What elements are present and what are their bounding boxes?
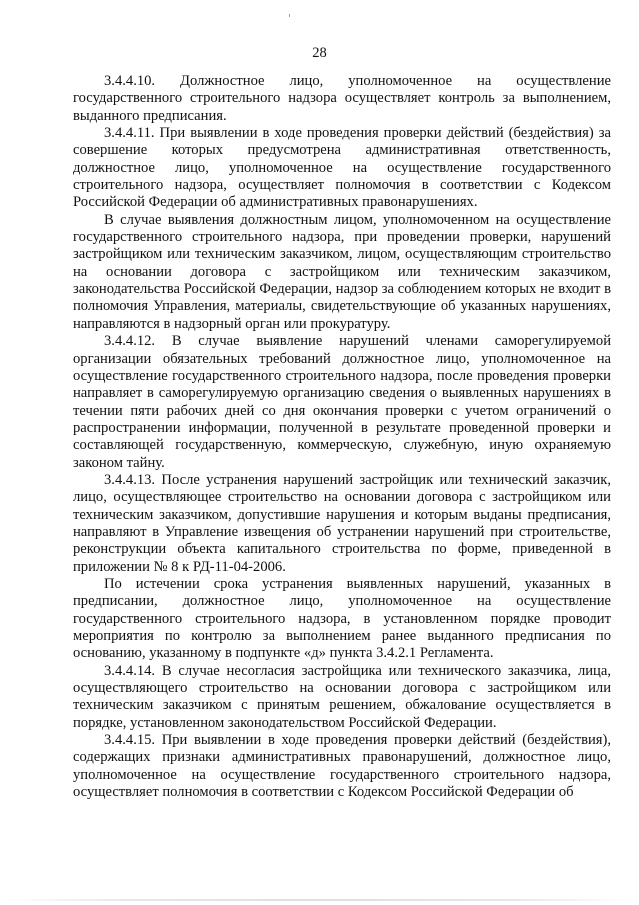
paragraph-deadline-expiry: По истечении срока устранения выявленных нарушений, указанных в предписании, должностное лицо, уполномоченное на осуществление государственного строительного надзора, в установленном порядке проводит мероприятия по контролю за выполнением ранее выданного предписания по основанию, указанному в подпункте «д» пункта 3.4.2.1 Регламента. (73, 575, 611, 662)
paragraph-3-4-4-14: 3.4.4.14. В случае несогласия застройщика или технического заказчика, лица, осуществляющего строительство на основании договора с застройщиком или техническим заказчиком с принятым решением, обжалование осуществляется в порядке, установленном законодательством Российской Федерации. (73, 662, 611, 731)
paragraph-violation-referral: В случае выявления должностным лицом, уполномоченном на осуществление государственного строительного надзора, при проведении проверки, нарушений застройщиком или техническим заказчиком, лицом, осуществляющим строительство на основании договора с застройщиком или техническим заказчиком, законодательства Российской Федерации, надзор за соблюдением которых не входит в полномочия Управления, материалы, свидетельствующие об указанных нарушениях, направляются в надзорный орган или прокуратуру. (73, 211, 611, 332)
paragraph-3-4-4-13: 3.4.4.13. После устранения нарушений застройщик или технический заказчик, лицо, осуществляющее строительство на основании договора с застройщиком или техническим заказчиком, допустившие нарушения и которым выданы предписания, направляют в Управление извещения об устранении нарушений при строительстве, реконструкции объекта капитального строительства по форме, приведенной в приложении № 8 к РД-11-04-2006. (73, 471, 611, 575)
scan-edge-line (0, 899, 639, 901)
document-body (73, 73, 611, 801)
paragraph-3-4-4-15: 3.4.4.15. При выявлении в ходе проведения проверки действий (бездействия), содержащих признаки административных правонарушений, должностное лицо, уполномоченное на осуществление государственного строительного надзора, осуществляет полномочия в соответствии с Кодексом Российской Федерации об (73, 732, 611, 801)
paragraph-3-4-4-10: 3.4.4.10. Должностное лицо, уполномоченное на осуществление государственного строительного надзора осуществляет контроль за выполнением, выданного предписания. (73, 73, 611, 124)
page-number: 28 (312, 45, 327, 61)
paragraph-3-4-4-12: 3.4.4.12. В случае выявление нарушений членами саморегулируемой организации обязательных требований должностное лицо, уполномоченное на осуществление государственного строительного надзора, после проведения проверки направляет в саморегулируемую организацию сведения о выявленных нарушениях в течении пяти рабочих дней со дня окончания проверки с учетом ограничений о распространении информации, полученной в результате проведенной проверки и составляющей государственную, коммерческую, служебную, иную охраняемую законом тайну. (73, 333, 611, 471)
paragraph-3-4-4-11: 3.4.4.11. При выявлении в ходе проведения проверки действий (бездействия) за совершение которых предусмотрена административная ответственность, должностное лицо, уполномоченное на осуществление государственного строительного надзора, осуществляет полномочия в соответствии с Кодексом Российской Федерации об административных правонарушениях. (73, 125, 611, 211)
scan-mark (289, 14, 290, 17)
